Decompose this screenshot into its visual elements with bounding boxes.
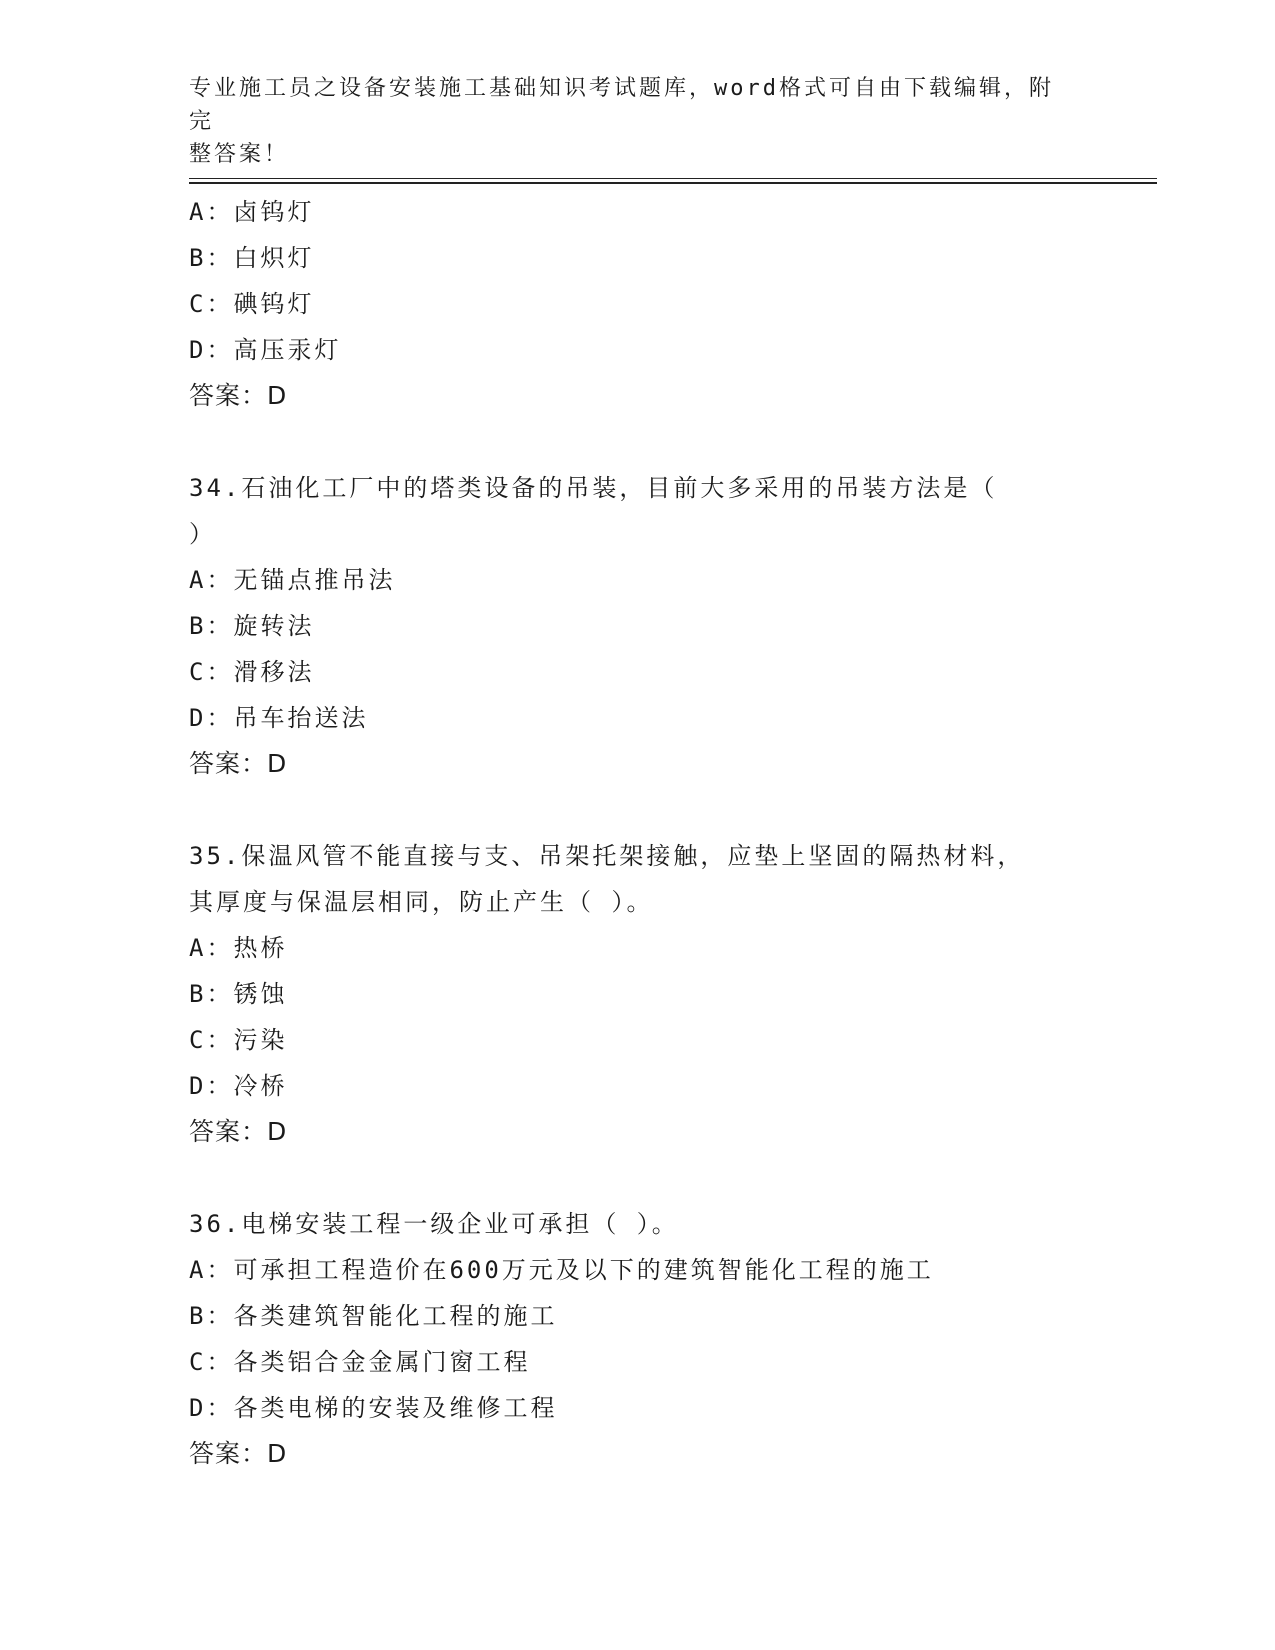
answer-line: 答案：D bbox=[189, 749, 288, 778]
option-a: A：可承担工程造价在600万元及以下的建筑智能化工程的施工 bbox=[189, 1256, 934, 1284]
option-d: D：各类电梯的安装及维修工程 bbox=[189, 1394, 558, 1422]
option-c: C：污染 bbox=[189, 1026, 288, 1054]
option-d: D：冷桥 bbox=[189, 1072, 288, 1100]
question-34 bbox=[189, 465, 1069, 787]
option-d: D：吊车抬送法 bbox=[189, 704, 369, 732]
question-33-tail bbox=[189, 189, 1069, 419]
option-a: A：卤钨灯 bbox=[189, 198, 315, 226]
option-d: D：高压汞灯 bbox=[189, 336, 342, 364]
option-a: A：热桥 bbox=[189, 934, 288, 962]
question-list bbox=[189, 189, 1069, 1477]
question-stem-line: 其厚度与保温层相同，防止产生（ ）。 bbox=[189, 888, 654, 916]
header-divider bbox=[189, 178, 1157, 184]
option-b: B：锈蚀 bbox=[189, 980, 288, 1008]
option-b: B：旋转法 bbox=[189, 612, 315, 640]
answer-line: 答案：D bbox=[189, 1117, 288, 1146]
option-a: A：无锚点推吊法 bbox=[189, 566, 396, 594]
question-stem-line: 35.保温风管不能直接与支、吊架托架接触，应垫上坚固的隔热材料， bbox=[189, 842, 1025, 870]
question-36 bbox=[189, 1201, 1069, 1477]
option-c: C：各类铝合金金属门窗工程 bbox=[189, 1348, 531, 1376]
question-spacer bbox=[189, 787, 1069, 833]
option-c: C：滑移法 bbox=[189, 658, 315, 686]
header-title-line-1: 专业施工员之设备安装施工基础知识考试题库，word格式可自由下载编辑，附完 bbox=[189, 76, 1054, 134]
option-b: B：各类建筑智能化工程的施工 bbox=[189, 1302, 558, 1330]
answer-line: 答案：D bbox=[189, 1439, 288, 1468]
option-b: B：白炽灯 bbox=[189, 244, 315, 272]
header-title-line-2: 整答案！ bbox=[189, 142, 290, 167]
question-spacer bbox=[189, 1155, 1069, 1201]
question-spacer bbox=[189, 419, 1069, 465]
document-header bbox=[189, 72, 1069, 171]
question-stem-line: ） bbox=[189, 520, 216, 548]
question-35 bbox=[189, 833, 1069, 1155]
option-c: C：碘钨灯 bbox=[189, 290, 315, 318]
answer-line: 答案：D bbox=[189, 381, 288, 410]
question-stem-line: 36.电梯安装工程一级企业可承担（ ）。 bbox=[189, 1210, 679, 1238]
question-stem-line: 34.石油化工厂中的塔类设备的吊装，目前大多采用的吊装方法是（ bbox=[189, 474, 998, 502]
